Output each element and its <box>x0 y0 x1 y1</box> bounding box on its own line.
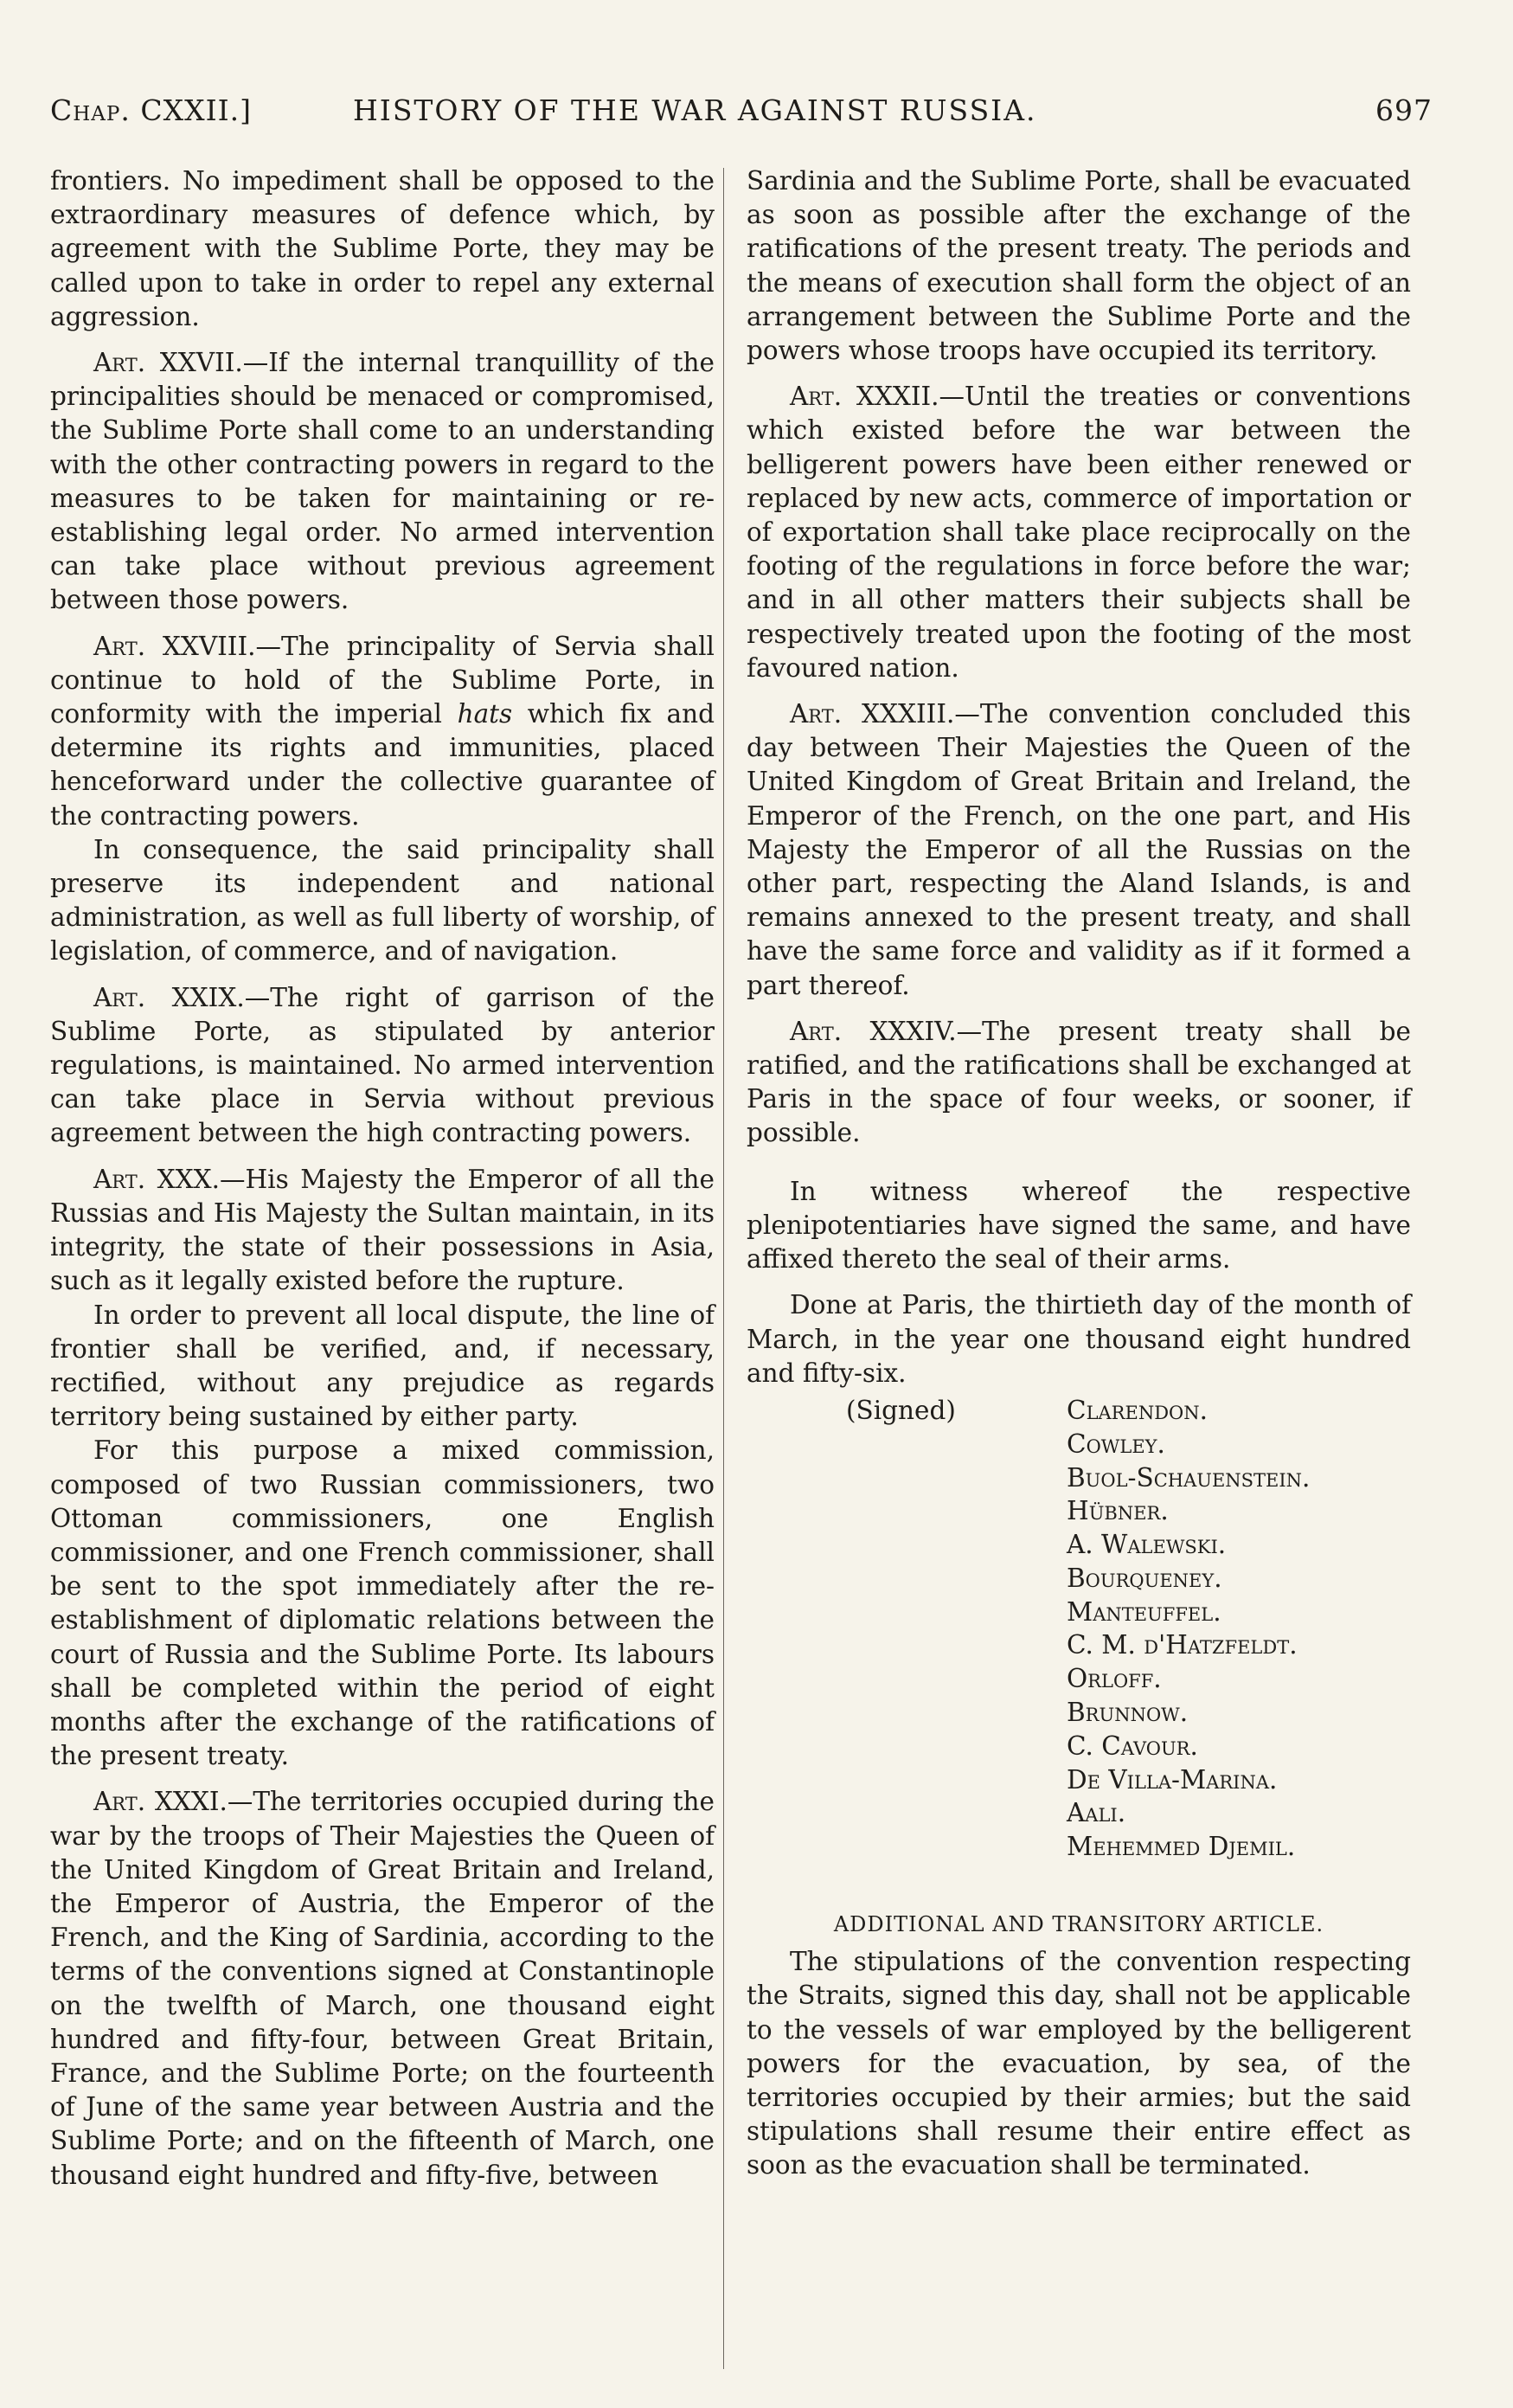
paragraph-frontiers: frontiers. No impediment shall be opposed to the extraordinary measures of defence which, by agreement with the Sublime Porte, they may be called upon to take in order to repel any external aggression. <box>50 166 715 331</box>
article-28-continued: In consequence, the said principality shall preserve its independent and national administration, as well as full liberty of worship, of legislation, of commerce, and of navigation. <box>50 834 715 966</box>
article-32 <box>747 380 1411 685</box>
signatory: A. Walewski. <box>1067 1530 1227 1560</box>
witness-paragraph: In witness whereof the respective plenipotentiaries have signed the same, and have affixed thereto the seal of their arms. <box>747 1176 1411 1275</box>
signatory: Brunnow. <box>1067 1698 1189 1728</box>
article-27 <box>50 346 715 618</box>
article-label: Art. XXIX. <box>93 982 245 1012</box>
chapter-label: Chap. CXXII.] <box>50 93 253 127</box>
page-number: 697 <box>1375 93 1433 127</box>
done-at-paris: Done at Paris, the thirtieth day of the month of March, in the year one thousand eight hundred and fifty-six. <box>747 1290 1411 1388</box>
paragraph-sardinia: Sardinia and the Sublime Porte, shall be evacuated as soon as possible after the exchange of the ratifications of the present treaty. The periods and the means of execution shall form the object of an arrangement between the Sublime Porte and the powers whose troops have occupied its territory. <box>747 166 1411 366</box>
article-text: which fix and determine its rights and immunities, placed henceforward under the collective guarantee of the contracting powers. <box>50 699 715 831</box>
article-28 <box>50 630 715 833</box>
signatory: Hübner. <box>1067 1496 1169 1526</box>
additional-article-heading: ADDITIONAL AND TRANSITORY ARTICLE. <box>833 1911 1324 1936</box>
left-column <box>50 164 715 2205</box>
article-31 <box>50 1785 715 2192</box>
signatory: Aali. <box>1067 1798 1126 1828</box>
signature-block <box>747 1394 1411 1896</box>
article-text: —The present treaty shall be ratified, and the ratifications shall be exchanged at Paris in the space of four weeks, or sooner, if possible. <box>747 1016 1411 1148</box>
article-label: Art. XXXI. <box>93 1787 228 1817</box>
article-33 <box>747 697 1411 1003</box>
article-label: Art. XXVIII. <box>93 631 256 661</box>
running-title: HISTORY OF THE WAR AGAINST RUSSIA. <box>353 93 1037 127</box>
article-30 <box>50 1163 715 1299</box>
signatory: Mehemmed Djemil. <box>1067 1832 1296 1862</box>
signatory: Clarendon. <box>1067 1395 1208 1425</box>
right-column <box>747 164 1411 2195</box>
signed-label: (Signed) <box>846 1395 956 1425</box>
article-text: —The principality of Servia shall continue to hold of the Sublime Porte, in conformity with the imperial <box>50 631 715 729</box>
article-29 <box>50 981 715 1151</box>
signatory: Orloff. <box>1067 1664 1162 1694</box>
signatory: De Villa-Marina. <box>1067 1764 1278 1795</box>
signatory: Buol-Schauenstein. <box>1067 1462 1311 1493</box>
article-label: Art. XXXIII. <box>790 699 955 729</box>
article-label: Art. XXVII. <box>93 348 243 378</box>
article-30-frontier: In order to prevent all local dispute, the line of frontier shall be verified, and, if necessary, rectified, without any prejudice as regards territory being sustained by either party. <box>50 1300 715 1432</box>
signatory: Bourqueney. <box>1067 1563 1222 1593</box>
running-header <box>50 85 1433 137</box>
column-divider <box>723 168 724 2369</box>
article-text: —If the internal tranquillity of the principalities should be menaced or compromised, the Sublime Porte shall come to an understanding with the other contracting powers in regard to the measures to be taken for maintaining or re-establishing legal order. No armed intervention can take place without previous agreement between those powers. <box>50 348 715 615</box>
italic-term: hats <box>457 699 513 729</box>
signatory-list <box>1067 1394 1310 1864</box>
signatory: Cowley. <box>1067 1429 1165 1459</box>
article-text: —The convention concluded this day between Their Majesties the Queen of the United Kingdom of Great Britain and Ireland, the Emperor of the French, on the one part, and His Majesty the Emperor of all the Russias on the other part, respecting the Aland Islands, is and remains annexed to the present treaty, and shall have the same force and validity as if it formed a part thereof. <box>747 699 1411 1000</box>
signatory: Manteuffel. <box>1067 1596 1221 1627</box>
article-text: —Until the treaties or conventions which existed before the war between the belligerent powers have been either renewed or replaced by new acts, commerce of importation or of exportation shall take place reciprocally on the footing of the regulations in force before the war; and in all other matters their subjects shall be respectively treated upon the footing of the most favoured nation. <box>747 382 1412 683</box>
article-label: Art. XXX. <box>93 1164 220 1194</box>
article-label: Art. XXXII. <box>790 382 939 412</box>
article-label: Art. XXXIV. <box>790 1016 957 1046</box>
signatory: C. M. d'Hatzfeldt. <box>1067 1630 1298 1660</box>
article-text: —His Majesty the Emperor of all the Russias and His Majesty the Sultan maintain, in its integrity, the state of their possessions in Asia, such as it legally existed before the rupture. <box>50 1164 715 1296</box>
signatory: C. Cavour. <box>1067 1731 1198 1761</box>
article-text: —The right of garrison of the Sublime Porte, as stipulated by anterior regulations, is maintained. No armed intervention can take place in Servia without previous agreement between the high contracting powers. <box>50 982 715 1148</box>
article-34 <box>747 1015 1411 1151</box>
additional-article-text: The stipulations of the convention respecting the Straits, signed this day, shall not be applicable to the vessels of war employed by the belligerent powers for the evacuation, by sea, of the territories occupied by their armies; but the said stipulations shall resume their entire effect as soon as the evacuation shall be terminated. <box>747 1947 1411 2180</box>
article-text: —The territories occupied during the war by the troops of Their Majesties the Queen of the United Kingdom of Great Britain and Ireland, the Emperor of Austria, the Emperor of the French, and the King of Sardinia, according to the terms of the conventions signed at Constantinople on the twelfth of March, one thousand eight hundred and fifty-four, between Great Britain, France, and the Sublime Porte; on the fourteenth of June of the same year between Austria and the Sublime Porte; and on the fifteenth of March, one thousand eight hundred and fifty-five, between <box>50 1787 715 2190</box>
page <box>50 85 1433 2334</box>
article-30-commission: For this purpose a mixed commission, composed of two Russian commissioners, two Ottoman commissioners, one English commissioner, and one French commissioner, shall be sent to the spot immediately after the re-establishment of diplomatic relations between the court of Russia and the Sublime Porte. Its labours shall be completed within the period of eight months after the exchange of the ratifications of the present treaty. <box>50 1435 715 1771</box>
